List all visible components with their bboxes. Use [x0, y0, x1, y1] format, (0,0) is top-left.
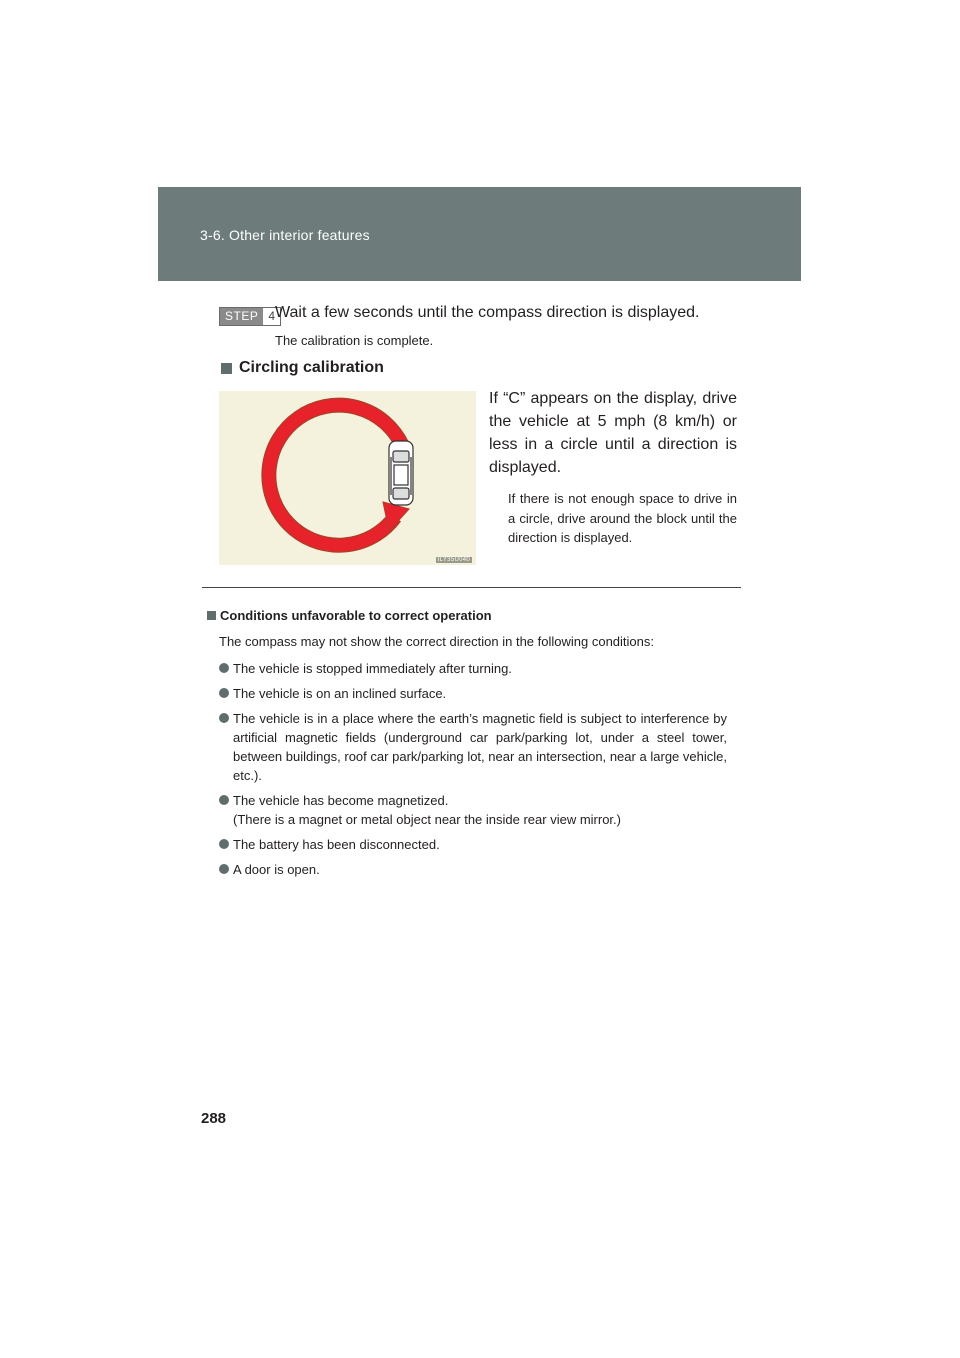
circling-illustration: [219, 391, 476, 565]
square-bullet-icon: [221, 363, 232, 374]
page-number: 288: [201, 1110, 227, 1127]
circle-route-arc: [269, 405, 402, 545]
step-word: STEP: [220, 308, 263, 325]
bullet-dot-icon: [219, 688, 229, 698]
circling-heading-text: Circling calibration: [239, 359, 384, 376]
list-item: The battery has been disconnected.: [219, 835, 727, 854]
circling-instruction: If “C” appears on the display, drive the vehicle at 5 mph (8 km/h) or less in a circle until a direction is displayed.: [489, 390, 737, 476]
circling-heading: [221, 359, 384, 377]
section-title: 3-6. Other interior features: [200, 227, 370, 243]
bullet-dot-icon: [219, 713, 229, 723]
circling-note: If there is not enough space to drive in a circle, drive around the block until the direction is displayed.: [508, 491, 737, 545]
figure-code: ILY35U040: [437, 557, 470, 563]
list-item: A door is open.: [219, 860, 727, 879]
conditions-intro: The compass may not show the correct direction in the following conditions:: [219, 634, 654, 649]
divider: [202, 587, 741, 588]
square-bullet-icon: [207, 611, 216, 620]
circle-arrow-car-illustration: [219, 391, 476, 565]
step-number: 4: [263, 308, 280, 325]
step-text: Wait a few seconds until the compass direction is displayed.: [275, 304, 700, 321]
car-top-view-icon: [389, 441, 413, 505]
list-item: The vehicle has become magnetized. (There is a magnet or metal object near the inside rear view mirror.): [219, 791, 727, 829]
bullet-dot-icon: [219, 839, 229, 849]
list-item: The vehicle is in a place where the earth’s magnetic field is subject to interference by artificial magnetic fields (underground car park/parking lot, under a steel tower, between buildings, roof car park/parking lot, near an intersection, near a large vehicle, etc.).: [219, 709, 727, 785]
bullet-dot-icon: [219, 663, 229, 673]
step-result: The calibration is complete.: [275, 333, 434, 348]
step-badge: [219, 307, 281, 326]
list-item: The vehicle is stopped immediately after turning.: [219, 659, 727, 678]
conditions-heading: [207, 608, 492, 623]
list-item: The vehicle is on an inclined surface.: [219, 684, 727, 703]
header-band: [158, 187, 801, 281]
conditions-heading-text: Conditions unfavorable to correct operation: [220, 608, 492, 623]
bullet-dot-icon: [219, 864, 229, 874]
conditions-list: [219, 659, 727, 885]
bullet-dot-icon: [219, 795, 229, 805]
